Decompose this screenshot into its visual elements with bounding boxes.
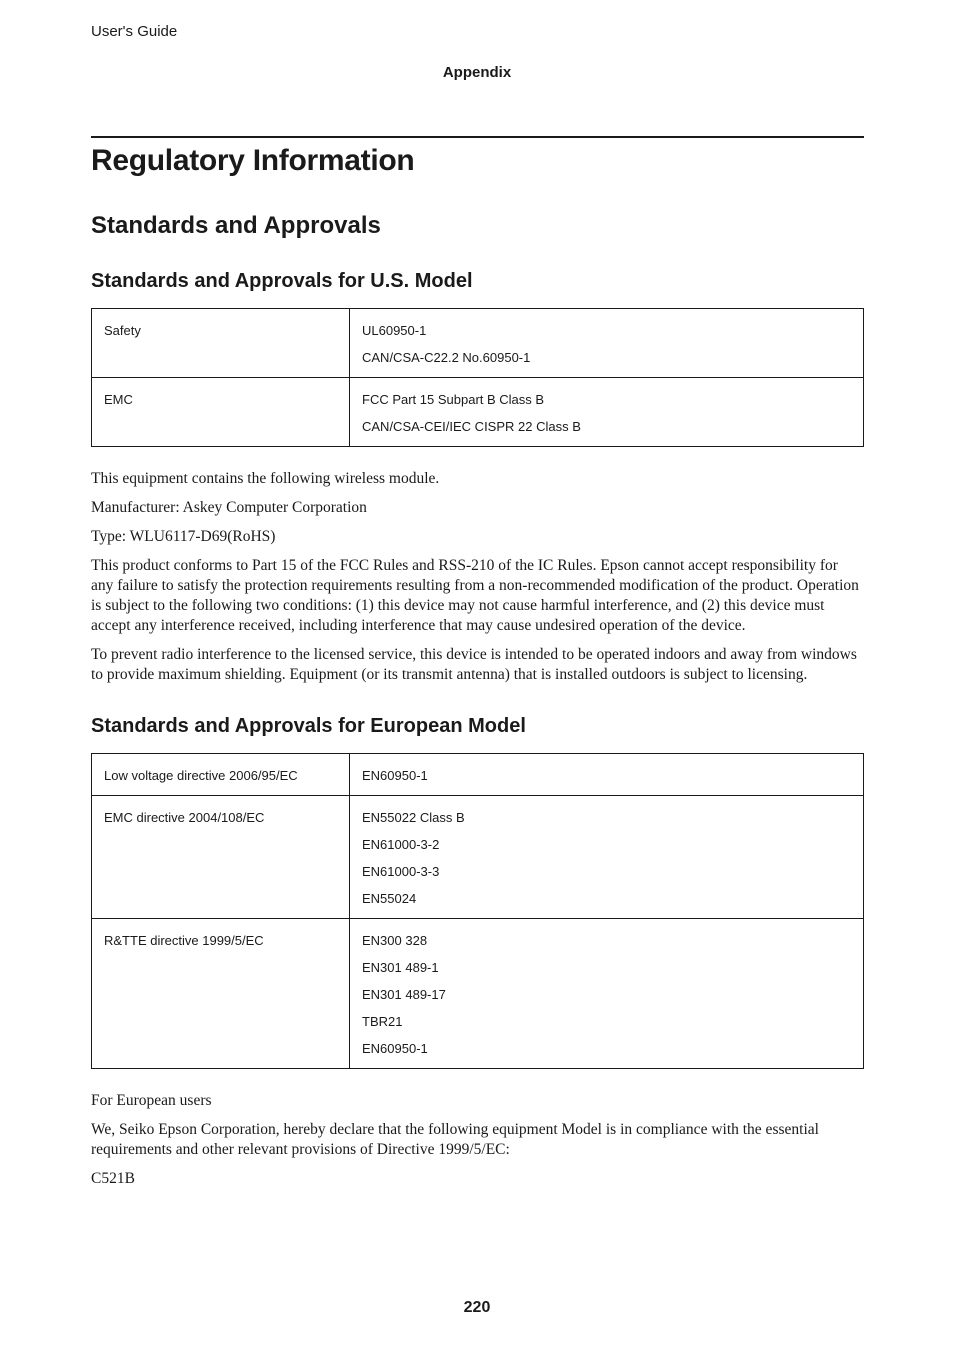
us-model-heading: Standards and Approvals for U.S. Model [91, 270, 473, 292]
eu-model-heading: Standards and Approvals for European Model [91, 715, 526, 737]
body-paragraph: Manufacturer: Askey Computer Corporation [91, 499, 367, 516]
body-paragraph: This product conforms to Part 15 of the FCC Rules and RSS-210 of the IC Rules. Epson cannot accept responsibility for any failure to satisfy the protection requirements resulting from a non-recommended modification of the product. Operation is subject to the following two conditions: (1) this device may not cause harmful interference, and (2) this device must accept any interference received, including interference that may cause undesired operation of the device. [91, 557, 859, 634]
standard-value: EN55024 [362, 891, 417, 906]
body-paragraph: This equipment contains the following wireless module. [91, 470, 440, 487]
table-row [92, 309, 864, 378]
page-title: Regulatory Information [91, 144, 415, 177]
table-row [92, 796, 864, 919]
standard-value: EN60950-1 [362, 1041, 428, 1056]
standard-value: EN300 328 [362, 933, 428, 948]
table-cell-values [350, 378, 864, 447]
table-cell-values [350, 309, 864, 378]
standard-value: FCC Part 15 Subpart B Class B [362, 392, 545, 407]
standard-value: EN60950-1 [362, 768, 428, 783]
standard-value: EN61000-3-2 [362, 837, 440, 852]
table-cell-label: Low voltage directive 2006/95/EC [92, 754, 350, 796]
table-cell-label: EMC [92, 378, 350, 447]
section-header: Appendix [442, 64, 512, 81]
table-row [92, 919, 864, 1069]
table-cell-values [350, 919, 864, 1069]
table-cell-label: EMC directive 2004/108/EC [92, 796, 350, 919]
us-standards-table [91, 308, 864, 447]
standard-value: UL60950-1 [362, 323, 427, 338]
section-heading: Standards and Approvals [91, 212, 381, 239]
table-cell-values [350, 796, 864, 919]
table-cell-label: R&TTE directive 1999/5/EC [92, 919, 350, 1069]
table-row [92, 754, 864, 796]
page-content [91, 136, 864, 1189]
table-row [92, 378, 864, 447]
body-paragraph: For European users [91, 1092, 212, 1109]
table-cell-values [350, 754, 864, 796]
body-paragraph: To prevent radio interference to the licensed service, this device is intended to be operated indoors and away from windows to provide maximum shielding. Equipment (or its transmit antenna) that is installed outdoors is subject to licensing. [91, 646, 857, 683]
standard-value: CAN/CSA-C22.2 No.60950-1 [362, 350, 531, 365]
eu-standards-table [91, 753, 864, 1069]
body-paragraph: Type: WLU6117-D69(RoHS) [91, 528, 276, 545]
standard-value: EN61000-3-3 [362, 864, 440, 879]
table-cell-label: Safety [92, 309, 350, 378]
standard-value: EN301 489-1 [362, 960, 439, 975]
standard-value: TBR21 [362, 1014, 403, 1029]
running-header: User's Guide [91, 23, 178, 40]
standard-value: EN301 489-17 [362, 987, 446, 1002]
page-number: 220 [463, 1299, 491, 1316]
standard-value: CAN/CSA-CEI/IEC CISPR 22 Class B [362, 419, 581, 434]
standard-value: EN55022 Class B [362, 810, 465, 825]
title-rule [91, 136, 864, 138]
body-paragraph: We, Seiko Epson Corporation, hereby declare that the following equipment Model is in compliance with the essential requirements and other relevant provisions of Directive 1999/5/EC: [91, 1121, 819, 1158]
model-number: C521B [91, 1170, 135, 1187]
